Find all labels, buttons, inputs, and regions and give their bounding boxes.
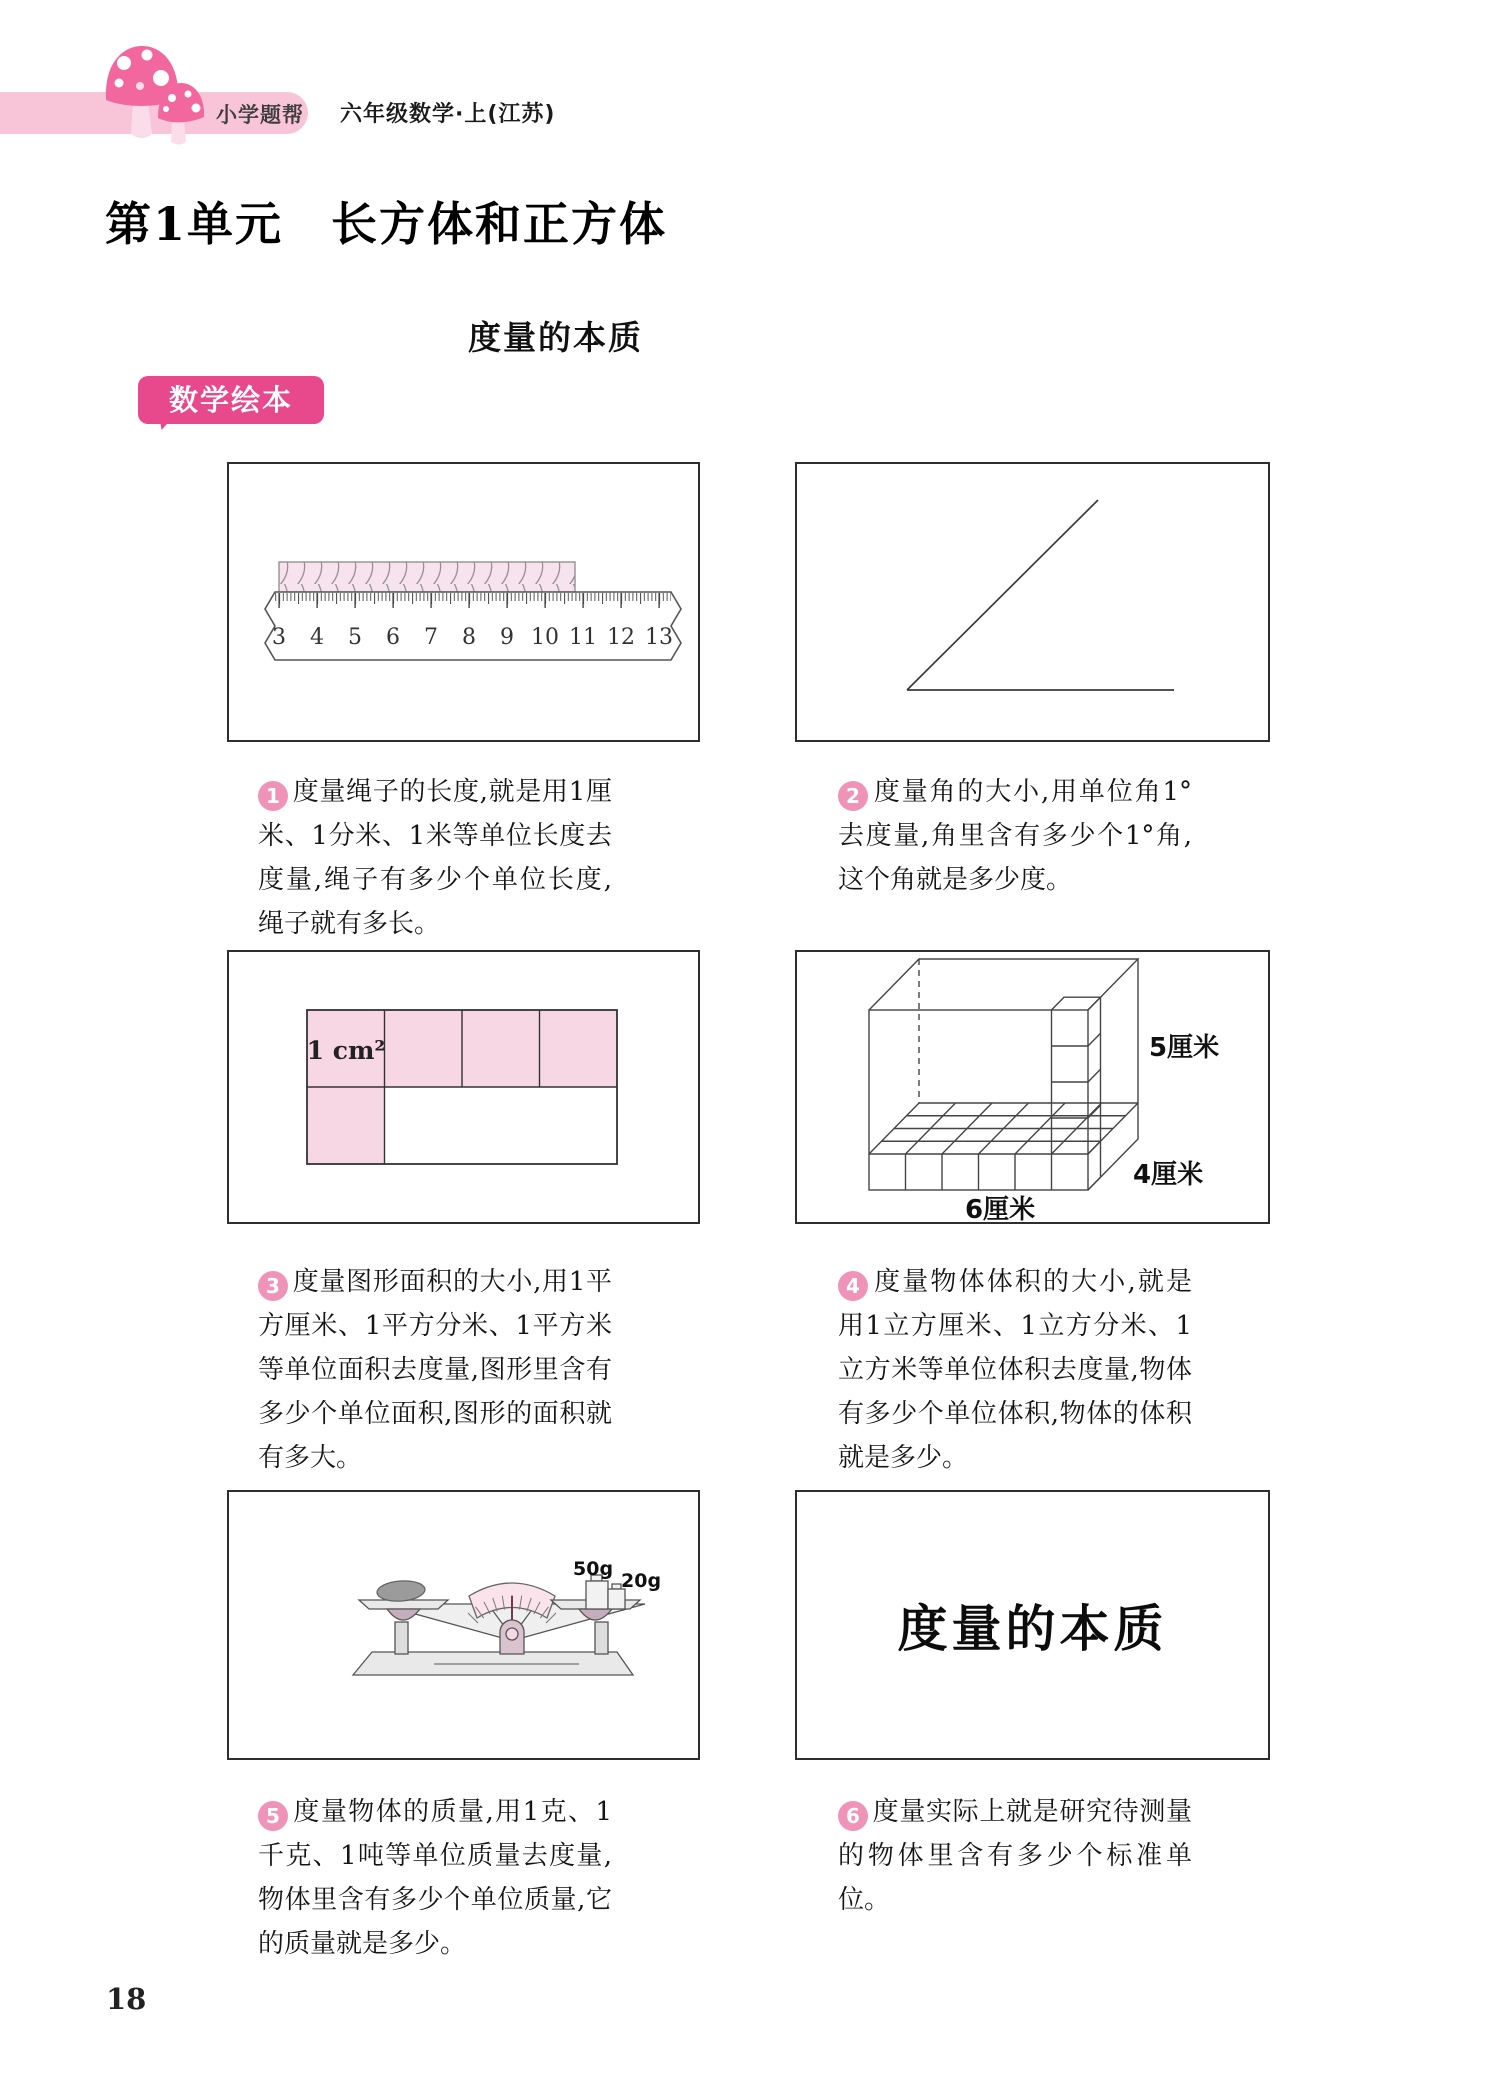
ruler (265, 592, 681, 660)
ruler-number: 6 (386, 625, 400, 650)
ruler-number: 9 (500, 625, 514, 650)
caption-number-badge: 4 (838, 1271, 868, 1301)
caption-number-badge: 1 (258, 781, 288, 811)
caption-number-badge: 3 (258, 1271, 288, 1301)
angle-illustration (797, 464, 1268, 740)
caption-mass (258, 1790, 612, 1966)
caption-number-badge: 2 (838, 781, 868, 811)
panel-angle-measure (795, 462, 1270, 742)
caption-text: 度量图形面积的大小,用1平方厘米、1平方分米、1平方米等单位面积去度量,图形里含有多少个单位面积,图形的面积就有多大。 (258, 1267, 612, 1473)
caption-text: 度量物体体积的大小,就是用1立方厘米、1立方分米、1立方米等单位体积去度量,物体有多少个单位体积,物体的体积就是多少。 (838, 1267, 1192, 1473)
ruler-number: 8 (462, 625, 476, 650)
math-picturebook-badge: 数学绘本 (138, 376, 324, 424)
weight-50g-label: 50g (573, 1558, 614, 1580)
caption-text: 度量物体的质量,用1克、1千克、1吨等单位质量去度量,物体里含有多少个单位质量,它的质量就是多少。 (258, 1797, 612, 1959)
panel-volume-measure (795, 950, 1270, 1224)
ruler-number: 5 (348, 625, 362, 650)
caption-text: 度量角的大小,用单位角1°去度量,角里含有多少个1°角,这个角就是多少度。 (838, 777, 1192, 895)
page-number: 18 (106, 1982, 147, 2016)
ruler-number: 12 (607, 625, 635, 650)
caption-number-badge: 6 (838, 1801, 868, 1831)
height-dim-label: 5厘米 (1149, 1033, 1220, 1063)
panel-area-measure (227, 950, 700, 1224)
panel-length-measure (227, 462, 700, 742)
unit-cubes-illustration (797, 952, 1268, 1222)
essence-title-text: 度量的本质 (897, 1599, 1168, 1658)
caption-volume (838, 1260, 1192, 1480)
ruler-number: 4 (310, 625, 324, 650)
ruler-rope-illustration (229, 464, 698, 740)
width-dim-label: 6厘米 (965, 1195, 1036, 1222)
caption-area (258, 1260, 612, 1480)
unit-squares-illustration (229, 952, 698, 1222)
caption-text: 度量实际上就是研究待测量的物体里含有多少个标准单位。 (838, 1797, 1192, 1915)
ruler-number: 11 (569, 625, 597, 650)
caption-angle (838, 770, 1192, 902)
rope (279, 562, 575, 592)
ruler-number: 10 (531, 625, 559, 650)
balance-scale-illustration (229, 1492, 698, 1758)
panel-essence-title (795, 1490, 1270, 1760)
depth-dim-label: 4厘米 (1133, 1160, 1204, 1190)
edition-text: 六年级数学·上(江苏) (340, 102, 556, 127)
weight-20g-label: 20g (621, 1570, 662, 1592)
caption-text: 度量绳子的长度,就是用1厘米、1分米、1米等单位长度去度量,绳子有多少个单位长度,绳子就有多长。 (258, 777, 612, 939)
panel-mass-measure (227, 1490, 700, 1760)
ruler-number: 13 (645, 625, 673, 650)
caption-length (258, 770, 612, 946)
brand-logo-text: 小学题帮 (216, 103, 304, 127)
caption-number-badge: 5 (258, 1801, 288, 1831)
ruler-number: 3 (272, 625, 286, 650)
unit-title: 第1单元 长方体和正方体 (105, 197, 668, 251)
page-subtitle: 度量的本质 (468, 318, 643, 357)
unit-area-label: 1 cm² (306, 1036, 386, 1065)
ruler-number: 7 (424, 625, 438, 650)
mushroom-logo-icon (100, 38, 218, 148)
caption-essence (838, 1790, 1192, 1922)
